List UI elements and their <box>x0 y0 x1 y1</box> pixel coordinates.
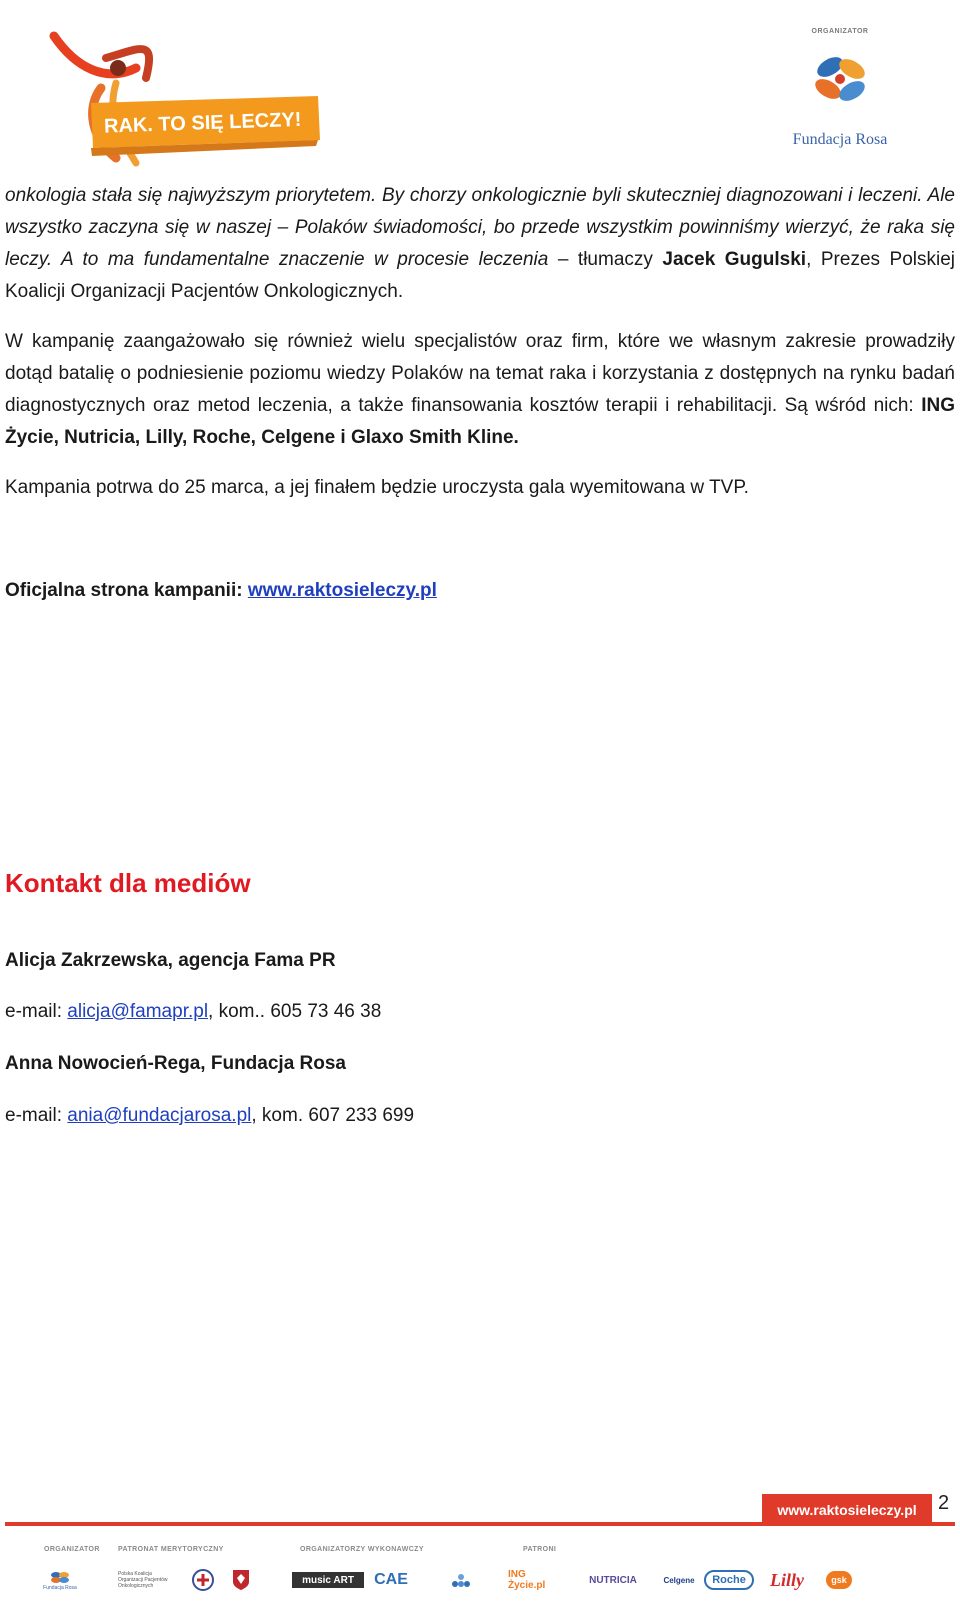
footer-site-badge: www.raktosieleczy.pl <box>762 1494 932 1526</box>
phone-2: , kom. 607 233 699 <box>251 1105 415 1126</box>
footer-logo-ing: ING Życie.pl <box>508 1569 546 1591</box>
quote-author-role: , Prezes Polskiej Koalicji Organizacji Pacjentów Onkologicznych. <box>5 249 955 302</box>
contact-line-1 <box>5 998 381 1026</box>
footer-logo-pkopo <box>118 1566 174 1594</box>
footer-logo-lilly: Lilly <box>770 1569 804 1590</box>
email-link-1[interactable]: alicja@famapr.pl <box>67 1001 209 1022</box>
rosa-mini-text: Fundacja Rosa <box>43 1585 77 1591</box>
footer-logo-roche <box>706 1566 752 1594</box>
roche-text: Roche <box>704 1570 754 1590</box>
quote-attribution: – tłumaczy <box>548 249 663 270</box>
footer-category-organizer: ORGANIZATOR <box>44 1546 100 1553</box>
quote-text: onkologia stała się najwyższym priorytetem. By chorzy onkologicznie byli skuteczniej diagnozowani i leczeni. Ale wszystko zaczyna się w naszej – Polaków świadomości, bo przede wszystkim powinniśmy wierzyć, że raka się leczy. A to ma fundamentalne znaczenie w procesie leczenia <box>5 185 955 270</box>
pkopo-text: Polska Koalicja Organizacji Pacjentów Onkologicznych <box>118 1571 168 1589</box>
fundacja-rosa-logo <box>770 28 910 158</box>
organizer-label: ORGANIZATOR <box>811 28 869 35</box>
phone-1: , kom.. 605 73 46 38 <box>208 1001 382 1022</box>
paragraph-specialists <box>5 326 955 454</box>
paragraph-campaign-duration: Kampania potrwa do 25 marca, a jej finałem będzie uroczysta gala wyemitowana w TVP. <box>5 477 749 498</box>
eagle-emblem-icon <box>231 1568 251 1592</box>
contact-heading: Kontakt dla mediów <box>5 868 251 898</box>
footer-category-patrons: PATRONI <box>523 1546 557 1553</box>
email-label: e-mail: <box>5 1001 68 1022</box>
official-site-line <box>5 575 955 607</box>
official-site-link[interactable]: www.raktosieleczy.pl <box>247 580 437 601</box>
footer-logo-fundacja-rosa <box>40 1566 80 1594</box>
contact-person-2: Anna Nowocień-Rega, Fundacja Rosa <box>5 1053 346 1074</box>
official-site-label: Oficjalna strona kampanii: <box>5 580 248 601</box>
rak-logo-text: RAK. TO SIĘ LECZY! <box>103 108 302 138</box>
footer-logo-celgene: Celgene <box>663 1575 695 1585</box>
gsk-text: gsk <box>826 1571 852 1589</box>
quote-author: Jacek Gugulski <box>662 249 807 270</box>
specialists-text: W kampanię zaangażowało się również wielu specjalistów oraz firm, które we własnym zakresie prowadziły dotąd batalię o podniesienie poziomu wiedzy Polaków na temat raka i korzystania z dostępnych na rynku badań diagnostycznych oraz metod leczenia, a także finansowania kosztów terapii i rehabilitacji. Są wśród nich: <box>5 331 955 416</box>
contact-line-2 <box>5 1102 414 1130</box>
footer-logo-dots <box>448 1566 474 1594</box>
email-label: e-mail: <box>5 1105 68 1126</box>
rosa-flower-icon <box>800 45 880 115</box>
footer-logo-nutricia: NUTRICIA <box>589 1574 637 1586</box>
rosa-mini-icon <box>49 1569 71 1585</box>
footer-category-patronage: PATRONAT MERYTORYCZNY <box>118 1546 224 1553</box>
dots-icon <box>449 1570 473 1590</box>
page-number: 2 <box>938 1492 950 1514</box>
footer-logo-gsk <box>822 1566 856 1594</box>
footer-logo-music-art: music ART <box>292 1572 364 1588</box>
footer-logo-eagle <box>230 1566 252 1594</box>
footer-logo-cae: CAE <box>374 1571 408 1588</box>
rak-logo-graphic <box>46 28 336 178</box>
rak-to-sie-leczy-logo <box>46 28 336 178</box>
paragraph-quote <box>5 180 955 308</box>
fundacja-rosa-name: Fundacja Rosa <box>792 131 888 148</box>
sponsors-list: ING Życie, Nutricia, Lilly, Roche, Celgene i Glaxo Smith Kline. <box>5 395 955 448</box>
footer-category-executors: ORGANIZATORZY WYKONAWCZY <box>300 1546 424 1553</box>
email-link-2[interactable]: ania@fundacjarosa.pl <box>67 1105 252 1126</box>
footer-logo-cross <box>192 1566 214 1594</box>
medical-cross-icon <box>192 1569 214 1591</box>
contact-person-1: Alicja Zakrzewska, agencja Fama PR <box>5 950 336 971</box>
